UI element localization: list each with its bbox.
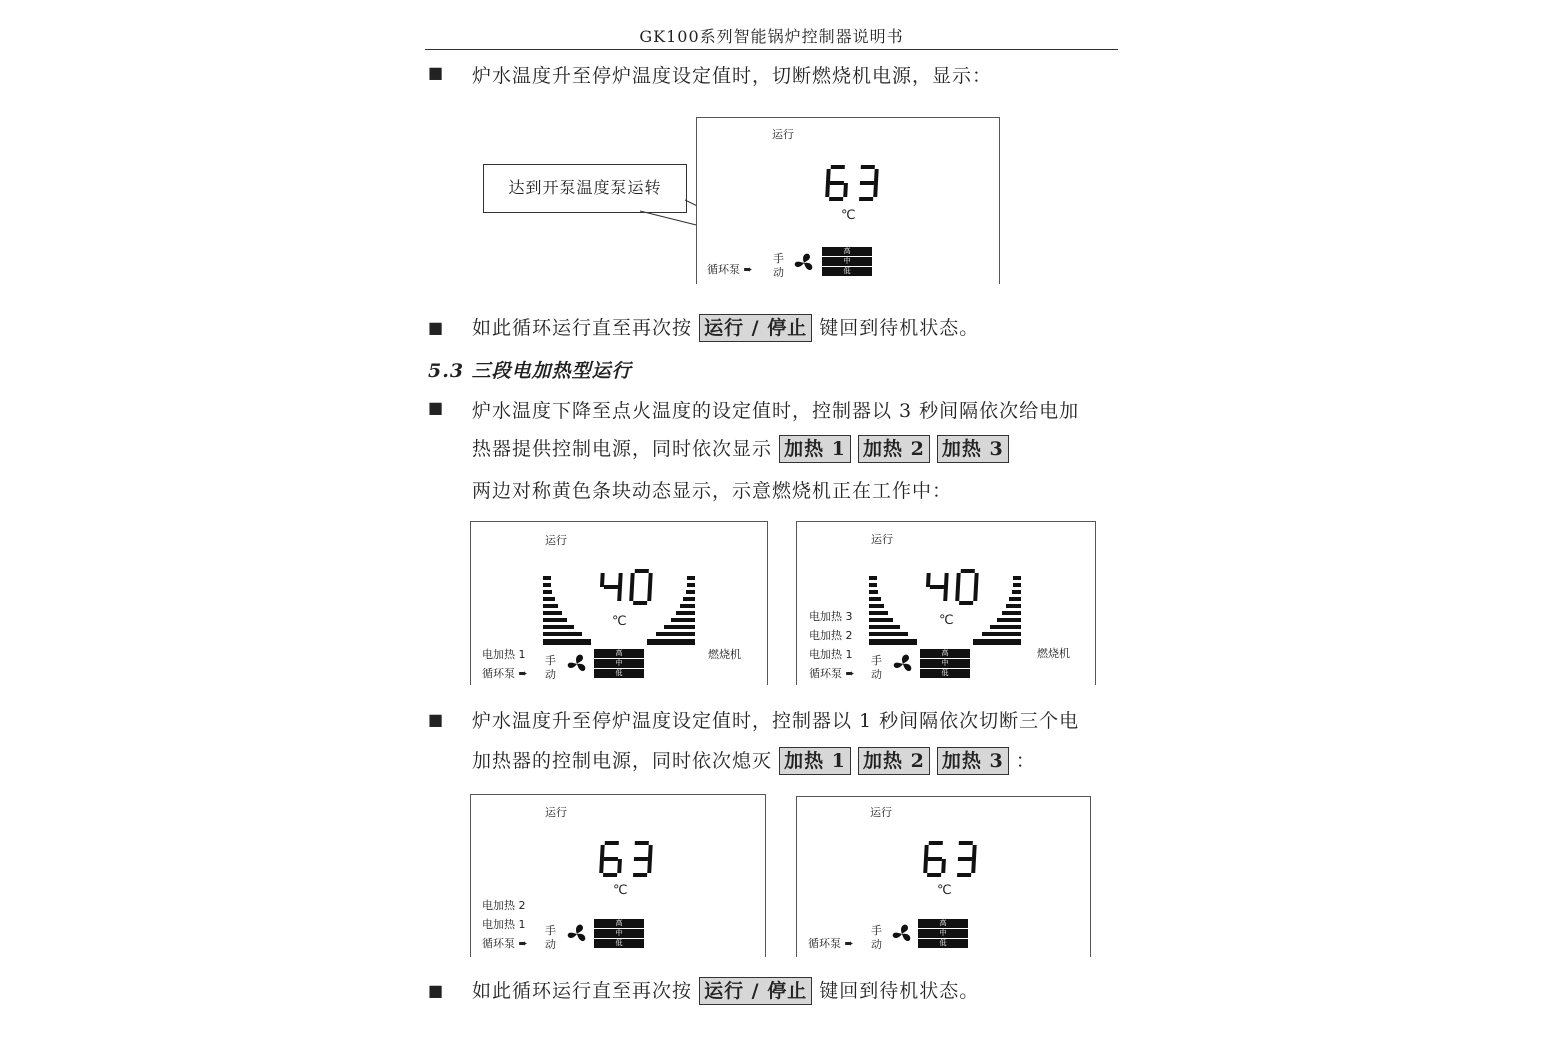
- paragraph-heat-on-line1: 炉水温度下降至点火温度的设定值时，控制器以 3 秒间隔依次给电加: [472, 400, 1080, 422]
- burner-bar-left: [869, 625, 900, 629]
- burner-bar-left: [543, 604, 558, 608]
- heat-2-label: 电加热 2: [809, 629, 853, 642]
- manual-label-top: 手: [545, 654, 556, 667]
- lcd-panel-heat-1: [470, 521, 768, 685]
- fan-icon: [563, 920, 591, 948]
- digit-segment: [959, 841, 973, 845]
- heat-1-key: 加热 1: [779, 435, 851, 463]
- digit-segment: [955, 587, 960, 601]
- digit-segment: [826, 169, 831, 183]
- speed-high: 高: [594, 649, 644, 658]
- heat-2-label: 电加热 2: [482, 899, 526, 912]
- burner-label: 燃烧机: [708, 648, 741, 661]
- speed-low: 低: [822, 267, 872, 276]
- pump-speed-bars: [918, 919, 968, 948]
- burner-bar-left: [869, 583, 877, 587]
- digit-segment: [873, 183, 878, 197]
- digit-segment: [647, 587, 652, 601]
- paragraph-heat-off-line2: [472, 746, 1036, 775]
- celsius-unit: ℃: [841, 208, 856, 223]
- bullet-marker: ■: [428, 318, 444, 337]
- digit-segment: [843, 183, 848, 197]
- burner-bar-left: [869, 590, 878, 594]
- digit-segment: [944, 573, 949, 587]
- fan-icon: [889, 650, 917, 678]
- speed-mid: 中: [594, 659, 644, 668]
- temperature-digits: [823, 163, 883, 205]
- burner-bar-left: [543, 590, 552, 594]
- bullet-marker: ■: [428, 63, 444, 82]
- fan-icon: [888, 920, 916, 948]
- burner-bar-left: [543, 618, 567, 622]
- digit-segment: [961, 569, 975, 573]
- manual-label-top: 手: [871, 924, 882, 937]
- burner-bar-right: [671, 618, 695, 622]
- digit-segment: [972, 845, 977, 859]
- burner-bar-right: [997, 618, 1021, 622]
- burner-bar-right: [686, 590, 695, 594]
- standby-text: 键回到待机状态。: [819, 317, 980, 339]
- fan-icon: [563, 650, 591, 678]
- digit-segment: [859, 197, 873, 201]
- pump-callout: 达到开泵温度泵运转: [483, 164, 687, 213]
- digit-segment: [634, 857, 648, 861]
- pump-speed-bars: [594, 919, 644, 948]
- digit-segment: [829, 197, 843, 201]
- speed-mid: 中: [594, 929, 644, 938]
- digit-segment: [605, 841, 619, 845]
- loop-text: 如此循环运行直至再次按: [472, 980, 693, 1002]
- burner-bar-right: [1009, 597, 1021, 601]
- digit-segment: [648, 573, 653, 587]
- burner-bar-left: [869, 604, 884, 608]
- burner-bar-right: [1013, 583, 1021, 587]
- digit-segment: [629, 587, 634, 601]
- digit-segment: [600, 573, 605, 587]
- burner-bar-left: [869, 597, 881, 601]
- digit-segment: [603, 873, 617, 877]
- digit-segment: [927, 873, 941, 877]
- pump-speed-bars: [920, 649, 970, 678]
- digit-segment: [928, 857, 942, 861]
- temperature-digits: [921, 839, 981, 881]
- digit-segment: [617, 587, 622, 601]
- lcd-panel-heat-3: [796, 521, 1096, 685]
- heat-off-text: 加热器的控制电源，同时依次熄灭: [472, 750, 773, 772]
- digit-segment: [956, 573, 961, 587]
- manual-label-bottom: 动: [545, 938, 556, 951]
- burner-bar-left: [869, 576, 877, 580]
- digit-segment: [599, 859, 604, 873]
- burner-bar-left: [869, 618, 893, 622]
- burner-bar-right: [687, 576, 695, 580]
- pump-speed-bars: [822, 247, 872, 276]
- digit-segment: [830, 181, 844, 185]
- celsius-unit: ℃: [939, 613, 954, 628]
- run-indicator: 运行: [870, 806, 892, 819]
- digit-segment: [861, 165, 875, 169]
- speed-mid: 中: [918, 929, 968, 938]
- digit-segment: [974, 573, 979, 587]
- heat-1-label: 电加热 1: [809, 648, 853, 661]
- burner-label: 燃烧机: [1037, 647, 1070, 660]
- pump-label: 循环泵 ➨: [482, 667, 528, 680]
- burner-bar-right: [1006, 604, 1021, 608]
- burner-bar-left: [543, 611, 562, 615]
- digit-segment: [618, 573, 623, 587]
- digit-segment: [923, 859, 928, 873]
- burner-bar-right: [680, 604, 695, 608]
- heat-3-label: 电加热 3: [809, 610, 853, 623]
- digit-segment: [633, 601, 647, 605]
- run-indicator: 运行: [545, 806, 567, 819]
- burner-bar-right: [1002, 611, 1021, 615]
- paragraph-loop-run: [472, 313, 979, 342]
- digit-segment: [604, 857, 618, 861]
- burner-bar-left: [869, 639, 917, 645]
- heat-3-key: 加热 3: [937, 435, 1009, 463]
- speed-mid: 中: [822, 257, 872, 266]
- burner-bar-left: [869, 611, 888, 615]
- fan-icon: [790, 249, 818, 277]
- burner-bar-right: [982, 632, 1021, 636]
- heat-1-label: 电加热 1: [482, 918, 526, 931]
- celsius-unit: ℃: [612, 614, 627, 629]
- section-title: 5.3 三段电加热型运行: [428, 360, 632, 382]
- burner-bar-left: [543, 625, 574, 629]
- digit-segment: [860, 181, 874, 185]
- heat-2-key: 加热 2: [858, 435, 930, 463]
- digit-segment: [633, 873, 647, 877]
- burner-bar-left: [543, 583, 551, 587]
- speed-low: 低: [920, 669, 970, 678]
- temperature-digits: [923, 567, 983, 609]
- heat-on-text: 热器提供控制电源，同时依次显示: [472, 438, 773, 460]
- paragraph-heat-off-line1: 炉水温度升至停炉温度设定值时，控制器以 1 秒间隔依次切断三个电: [472, 710, 1080, 732]
- bullet-marker: ■: [428, 981, 444, 1000]
- digit-segment: [617, 859, 622, 873]
- digit-segment: [630, 573, 635, 587]
- speed-high: 高: [594, 919, 644, 928]
- speed-high: 高: [920, 649, 970, 658]
- digit-segment: [635, 841, 649, 845]
- digit-segment: [971, 859, 976, 873]
- burner-bar-right: [1012, 590, 1021, 594]
- temperature-digits: [597, 839, 657, 881]
- digit-segment: [973, 587, 978, 601]
- pump-label: 循环泵 ➨: [809, 667, 855, 680]
- heat-3-key: 加热 3: [937, 747, 1009, 775]
- pump-speed-bars: [594, 649, 644, 678]
- run-indicator: 运行: [871, 533, 893, 546]
- speed-mid: 中: [920, 659, 970, 668]
- speed-high: 高: [822, 247, 872, 256]
- digit-segment: [958, 857, 972, 861]
- speed-high: 高: [918, 919, 968, 928]
- digit-segment: [924, 845, 929, 859]
- digit-segment: [959, 601, 973, 605]
- heat-2-key: 加热 2: [858, 747, 930, 775]
- celsius-unit: ℃: [937, 883, 952, 898]
- burner-bar-right: [683, 597, 695, 601]
- paragraph-stop-burner: 炉水温度升至停炉温度设定值时，切断燃烧机电源，显示：: [472, 65, 993, 87]
- burner-bar-left: [543, 632, 582, 636]
- run-stop-key: 运行 / 停止: [699, 314, 812, 342]
- manual-label-bottom: 动: [773, 266, 784, 279]
- manual-label-bottom: 动: [871, 668, 882, 681]
- paragraph-heat-on-line3: 两边对称黄色条块动态显示，示意燃烧机正在工作中：: [472, 480, 953, 502]
- lcd-panel-pump-running: [696, 117, 1000, 284]
- burner-bar-right: [973, 639, 1021, 645]
- digit-segment: [831, 165, 845, 169]
- loop-text: 如此循环运行直至再次按: [472, 317, 693, 339]
- run-stop-key: 运行 / 停止: [699, 977, 812, 1005]
- heat-1-key: 加热 1: [779, 747, 851, 775]
- burner-bar-right: [990, 625, 1021, 629]
- burner-bar-right: [1013, 576, 1021, 580]
- burner-bar-right: [687, 583, 695, 587]
- digit-segment: [600, 845, 605, 859]
- pump-label: 循环泵 ➨: [707, 263, 753, 276]
- burner-bar-right: [676, 611, 695, 615]
- digit-segment: [929, 841, 943, 845]
- digit-segment: [930, 585, 944, 589]
- manual-label-bottom: 动: [545, 668, 556, 681]
- digit-segment: [647, 859, 652, 873]
- speed-low: 低: [918, 939, 968, 948]
- digit-segment: [604, 585, 618, 589]
- manual-label-top: 手: [545, 924, 556, 937]
- lcd-panel-heat-off-2: [470, 794, 766, 957]
- standby-text: 键回到待机状态。: [819, 980, 980, 1002]
- speed-low: 低: [594, 939, 644, 948]
- digit-segment: [941, 859, 946, 873]
- digit-segment: [874, 169, 879, 183]
- run-indicator: 运行: [545, 534, 567, 547]
- burner-bar-left: [869, 632, 908, 636]
- burner-bar-left: [543, 576, 551, 580]
- burner-bar-right: [656, 632, 695, 636]
- colon: ：: [1015, 750, 1036, 772]
- manual-label-bottom: 动: [871, 938, 882, 951]
- pump-label: 循环泵 ➨: [482, 937, 528, 950]
- paragraph-loop-run-2: [472, 976, 979, 1005]
- heat-1-label: 电加热 1: [482, 648, 526, 661]
- burner-bar-right: [664, 625, 695, 629]
- digit-segment: [825, 183, 830, 197]
- digit-segment: [648, 845, 653, 859]
- page-header: GK100系列智能锅炉控制器说明书: [639, 27, 904, 46]
- burner-bar-left: [543, 639, 591, 645]
- digit-segment: [943, 587, 948, 601]
- lcd-panel-heat-off-all: [796, 796, 1091, 957]
- run-indicator: 运行: [772, 128, 794, 141]
- pump-label: 循环泵 ➨: [808, 937, 854, 950]
- bullet-marker: ■: [428, 398, 444, 417]
- celsius-unit: ℃: [613, 883, 628, 898]
- burner-bar-right: [647, 639, 695, 645]
- speed-low: 低: [594, 669, 644, 678]
- digit-segment: [635, 569, 649, 573]
- bullet-marker: ■: [428, 710, 444, 729]
- manual-label-top: 手: [773, 252, 784, 265]
- temperature-digits: [597, 567, 657, 609]
- manual-label-top: 手: [871, 654, 882, 667]
- digit-segment: [957, 873, 971, 877]
- paragraph-heat-on-line2: [472, 434, 1009, 463]
- digit-segment: [926, 573, 931, 587]
- burner-bar-left: [543, 597, 555, 601]
